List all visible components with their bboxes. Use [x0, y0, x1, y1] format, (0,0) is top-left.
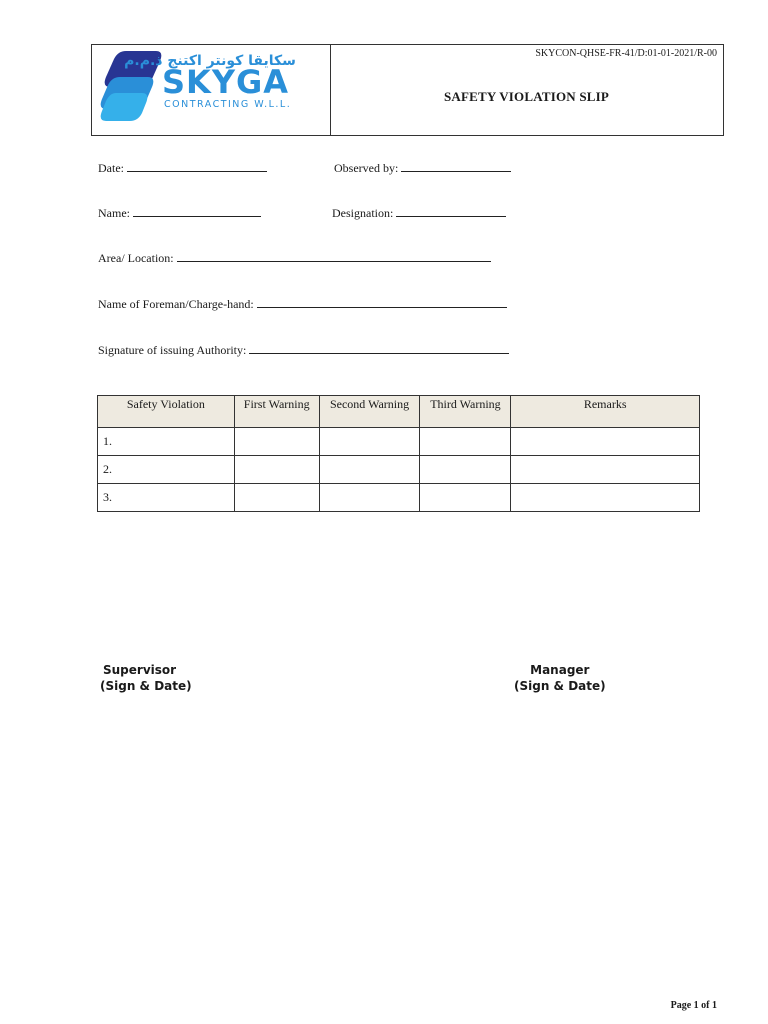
second-warning-cell[interactable]	[319, 428, 420, 456]
header-safety-violation: Safety Violation	[98, 396, 235, 428]
manager-note: (Sign & Date)	[514, 679, 606, 693]
observed-by-label: Observed by:	[334, 161, 399, 175]
foreman-label: Name of Foreman/Charge-hand:	[98, 297, 254, 311]
remarks-cell[interactable]	[511, 428, 700, 456]
remarks-cell[interactable]	[511, 484, 700, 512]
observed-by-field[interactable]	[334, 161, 511, 176]
page-number: Page 1 of 1	[670, 1000, 717, 1011]
supervisor-note: (Sign & Date)	[100, 679, 192, 693]
designation-label: Designation:	[332, 206, 394, 220]
manager-label: Manager	[530, 663, 590, 677]
table-row	[98, 456, 700, 484]
foreman-line[interactable]	[257, 306, 507, 308]
row-number[interactable]: 2.	[98, 456, 235, 484]
area-location-label: Area/ Location:	[98, 251, 174, 265]
signature-label: Signature of issuing Authority:	[98, 343, 247, 357]
header-remarks: Remarks	[511, 396, 700, 428]
header-first-warning: First Warning	[234, 396, 319, 428]
first-warning-cell[interactable]	[234, 484, 319, 512]
table-row	[98, 428, 700, 456]
designation-line[interactable]	[396, 215, 506, 217]
company-logo	[96, 49, 321, 131]
name-label: Name:	[98, 206, 130, 220]
foreman-field[interactable]	[98, 297, 507, 312]
signature-line[interactable]	[249, 352, 509, 354]
logo-brand-name: SKYGA	[162, 63, 290, 101]
logo-mark	[96, 49, 321, 131]
table-row	[98, 484, 700, 512]
violations-table	[97, 395, 700, 512]
first-warning-cell[interactable]	[234, 456, 319, 484]
signature-field[interactable]	[98, 343, 509, 358]
first-warning-cell[interactable]	[234, 428, 319, 456]
name-line[interactable]	[133, 215, 261, 217]
second-warning-cell[interactable]	[319, 456, 420, 484]
logo-arabic-text: سكايقا كونتر اكتنج ذ.م.م	[124, 53, 296, 69]
third-warning-cell[interactable]	[420, 456, 511, 484]
third-warning-cell[interactable]	[420, 484, 511, 512]
table-header-row	[98, 396, 700, 428]
document-title: SAFETY VIOLATION SLIP	[443, 89, 610, 104]
header-third-warning: Third Warning	[420, 396, 511, 428]
date-field[interactable]	[98, 161, 267, 176]
area-location-line[interactable]	[177, 260, 491, 262]
supervisor-label: Supervisor	[103, 663, 177, 677]
observed-by-line[interactable]	[401, 170, 511, 172]
name-field[interactable]	[98, 206, 261, 221]
second-warning-cell[interactable]	[319, 484, 420, 512]
logo-tagline: CONTRACTING W.L.L.	[164, 99, 292, 110]
row-number[interactable]: 3.	[98, 484, 235, 512]
date-label: Date:	[98, 161, 124, 175]
document-code: SKYCON-QHSE-FR-41/D:01-01-2021/R-00	[535, 48, 717, 59]
document-header	[91, 44, 724, 136]
remarks-cell[interactable]	[511, 456, 700, 484]
date-line[interactable]	[127, 170, 267, 172]
manager-signature-block[interactable]	[514, 662, 606, 694]
supervisor-signature-block[interactable]	[100, 662, 192, 694]
third-warning-cell[interactable]	[420, 428, 511, 456]
header-second-warning: Second Warning	[319, 396, 420, 428]
row-number[interactable]: 1.	[98, 428, 235, 456]
designation-field[interactable]	[332, 206, 506, 221]
area-location-field[interactable]	[98, 251, 491, 266]
